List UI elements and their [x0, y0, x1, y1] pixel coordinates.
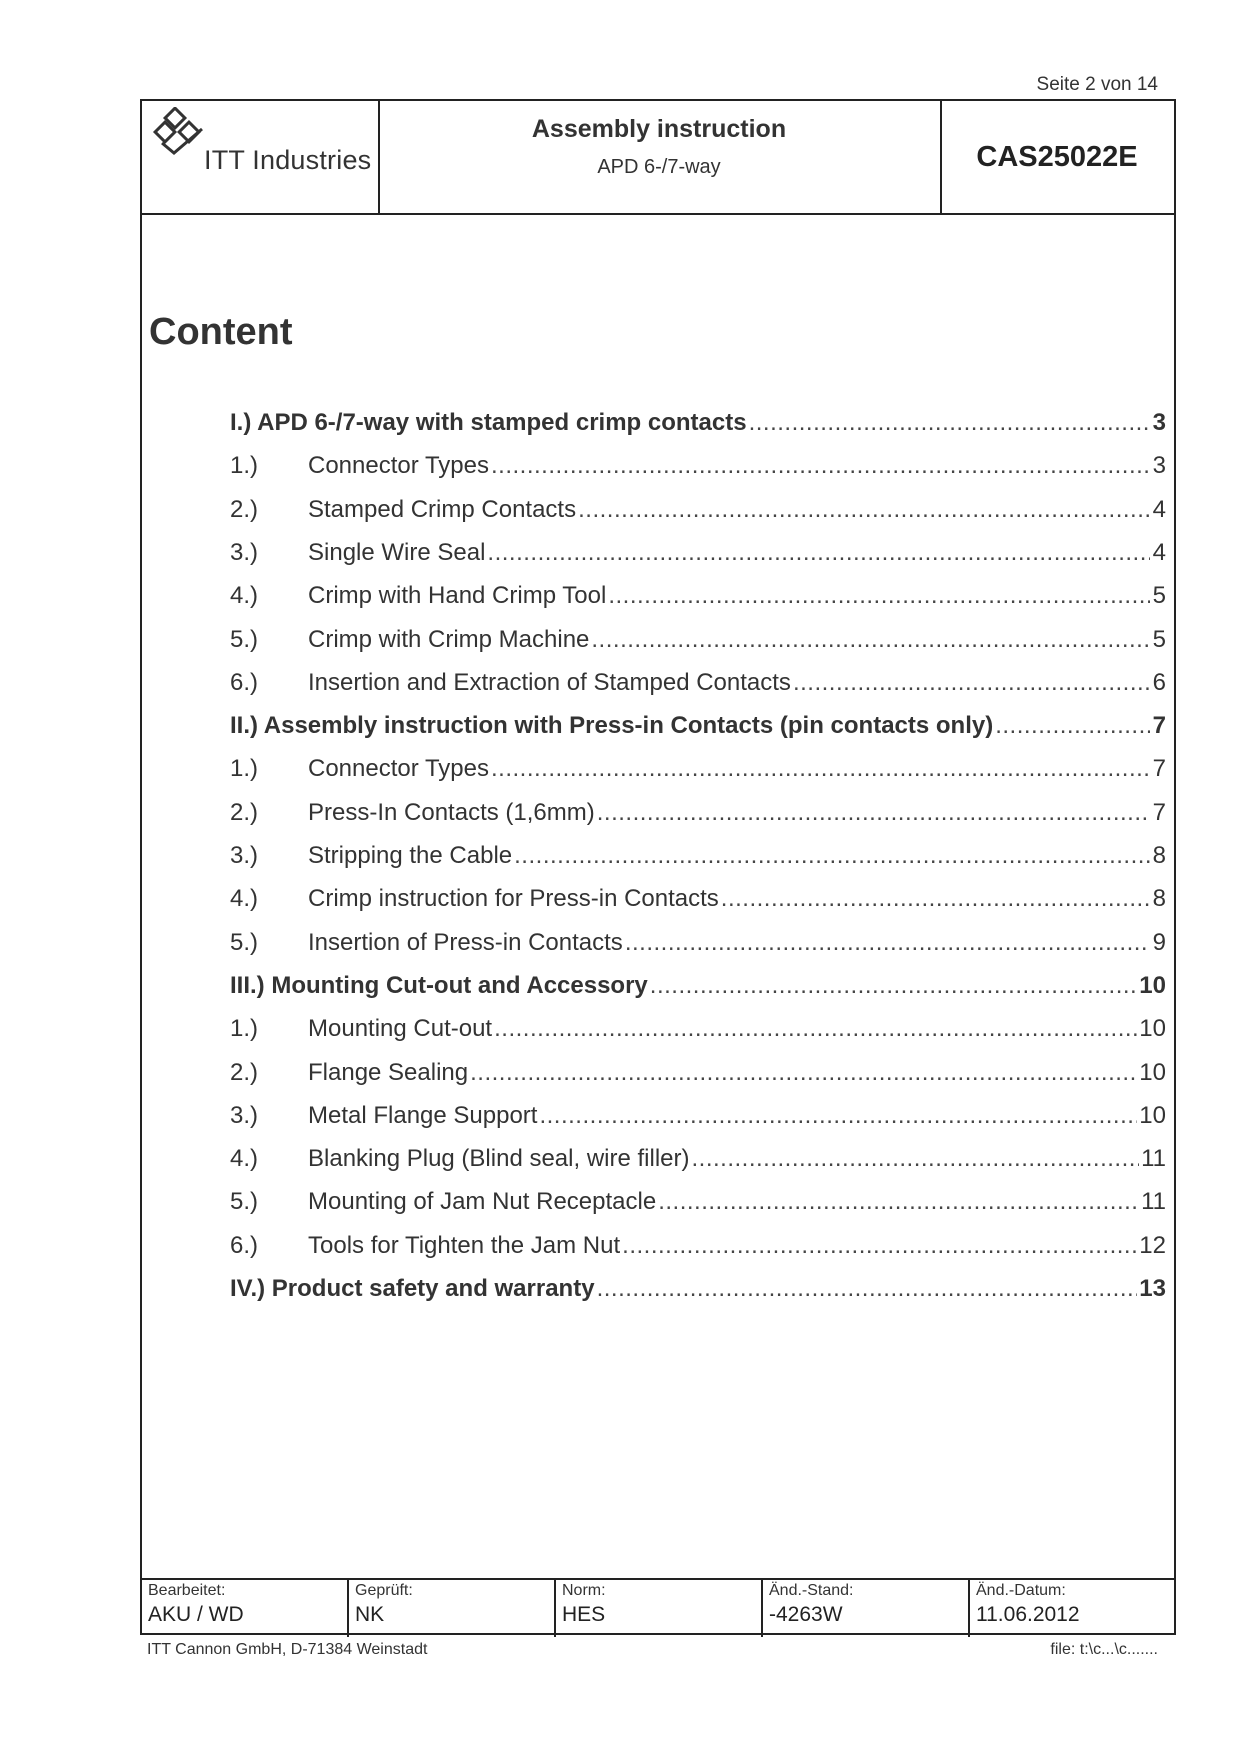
- document-code: CAS25022E: [976, 140, 1138, 173]
- toc-entry-title: III.) Mounting Cut-out and Accessory: [230, 971, 648, 999]
- toc-entry: [230, 1059, 1166, 1093]
- toc-entry-number: 2.): [230, 495, 259, 523]
- toc-entry-page: 11: [1141, 1188, 1166, 1216]
- footer-cell-checked: [349, 1580, 556, 1637]
- document-title: Assembly instruction: [531, 115, 787, 143]
- toc-entry-number: 2.): [230, 1058, 259, 1086]
- toc-entry-page: 10: [1139, 971, 1166, 999]
- toc-leader-dots: [470, 1059, 1137, 1087]
- toc-entry-title: Press-In Contacts (1,6mm): [308, 798, 595, 826]
- logo-cell: [142, 101, 380, 213]
- footer-value: 11.06.2012: [976, 1603, 1080, 1626]
- toc-entry-page: 13: [1139, 1275, 1166, 1302]
- toc-entry: [230, 452, 1166, 486]
- toc-leader-dots: [491, 452, 1150, 480]
- toc-entry-title: Mounting of Jam Nut Receptacle: [308, 1188, 657, 1216]
- toc-leader-dots: [650, 972, 1138, 1000]
- toc-leader-dots: [625, 929, 1150, 957]
- footer-label: Geprüft:: [355, 1582, 413, 1599]
- document-header: [142, 101, 1174, 215]
- toc-leader-dots: [608, 582, 1150, 610]
- footer-label: Norm:: [562, 1582, 606, 1599]
- toc-entry-number: 6.): [230, 1231, 259, 1259]
- toc-entry: [230, 1145, 1166, 1179]
- toc-entry: [230, 842, 1166, 876]
- company-logo-text: ITT Industries: [204, 145, 372, 175]
- toc-entry-number: 5.): [230, 928, 259, 956]
- toc-entry-page: 4: [1152, 538, 1166, 566]
- toc-entry: [230, 885, 1166, 919]
- toc-entry-page: 5: [1152, 625, 1166, 653]
- toc-entry-page: 7: [1152, 755, 1166, 783]
- title-cell: [378, 101, 942, 213]
- toc-entry-page: 12: [1139, 1231, 1166, 1259]
- toc-entry-title: I.) APD 6-/7-way with stamped crimp contacts: [230, 409, 747, 436]
- toc-entry-title: Crimp instruction for Press-in Contacts: [308, 885, 719, 913]
- toc-entry-page: 8: [1152, 885, 1166, 913]
- toc-section-entry: [230, 1275, 1166, 1309]
- toc-entry: [230, 1188, 1166, 1222]
- toc-entry: [230, 1232, 1166, 1266]
- toc-leader-dots: [793, 669, 1150, 697]
- toc-entry-page: 10: [1139, 1058, 1166, 1086]
- toc-leader-dots: [539, 1102, 1137, 1130]
- footer-cell-revision: [763, 1580, 970, 1637]
- toc-entry-title: Insertion and Extraction of Stamped Contacts: [308, 668, 791, 696]
- toc-entry: [230, 799, 1166, 833]
- toc-entry-number: 1.): [230, 1015, 259, 1043]
- toc-entry: [230, 1102, 1166, 1136]
- footer-value: HES: [562, 1603, 606, 1626]
- toc-entry-title: Connector Types: [308, 452, 489, 480]
- toc-entry-title: IV.) Product safety and warranty: [230, 1275, 595, 1302]
- toc-entry: [230, 626, 1166, 660]
- toc-leader-dots: [591, 626, 1150, 654]
- footer-label: Bearbeitet:: [148, 1582, 226, 1599]
- toc-entry-number: 4.): [230, 885, 259, 913]
- toc-leader-dots: [597, 799, 1150, 827]
- toc-leader-dots: [578, 496, 1150, 524]
- document-subtitle: APD 6-/7-way: [597, 156, 721, 178]
- footer-cell-norm: [556, 1580, 763, 1637]
- toc-entry: [230, 496, 1166, 530]
- toc-entry-number: 5.): [230, 1188, 259, 1216]
- toc-entry: [230, 539, 1166, 573]
- toc-entry-number: 1.): [230, 452, 259, 480]
- toc-entry-page: 10: [1139, 1101, 1166, 1129]
- toc-entry-page: 8: [1152, 842, 1166, 869]
- toc-entry-page: 5: [1152, 582, 1166, 610]
- toc-entry: [230, 929, 1166, 963]
- toc-leader-dots: [749, 409, 1150, 437]
- toc-leader-dots: [494, 1015, 1137, 1043]
- toc-entry-title: Stamped Crimp Contacts: [308, 495, 577, 523]
- footer-value: NK: [355, 1603, 385, 1626]
- itt-logo-icon: [152, 107, 210, 163]
- toc-entry-page: 7: [1152, 712, 1166, 740]
- toc-entry-page: 3: [1152, 409, 1166, 436]
- toc-entry-number: 3.): [230, 1101, 259, 1129]
- toc-entry-page: 6: [1152, 668, 1166, 696]
- footer-label: Änd.-Stand:: [769, 1582, 854, 1599]
- footer-cell-edited: [142, 1580, 349, 1637]
- toc-section-entry: [230, 409, 1166, 443]
- code-cell: [940, 101, 1174, 213]
- toc-entry-number: 4.): [230, 582, 259, 610]
- toc-entry-page: 11: [1141, 1145, 1166, 1173]
- toc-entry-page: 3: [1152, 452, 1166, 480]
- toc-entry: [230, 1015, 1166, 1049]
- toc-entry-title: Crimp with Crimp Machine: [308, 625, 590, 653]
- document-frame: [140, 99, 1176, 1635]
- toc-entry-number: 1.): [230, 755, 259, 783]
- toc-leader-dots: [597, 1275, 1138, 1303]
- toc-entry-number: 4.): [230, 1145, 259, 1173]
- toc-leader-dots: [721, 885, 1150, 913]
- toc-leader-dots: [658, 1188, 1139, 1216]
- toc-entry-page: 10: [1139, 1015, 1166, 1043]
- footer-table: [142, 1578, 1174, 1637]
- toc-entry-number: 6.): [230, 668, 259, 696]
- footer-value: -4263W: [769, 1603, 843, 1626]
- toc-leader-dots: [995, 712, 1150, 740]
- toc-leader-dots: [692, 1145, 1140, 1173]
- toc-entry-number: 3.): [230, 538, 259, 566]
- toc-leader-dots: [487, 539, 1150, 567]
- toc-entry-title: Tools for Tighten the Jam Nut: [308, 1231, 621, 1259]
- toc-leader-dots: [622, 1232, 1137, 1260]
- toc-entry-title: Single Wire Seal: [308, 538, 486, 566]
- toc-entry: [230, 669, 1166, 703]
- toc-entry-page: 9: [1152, 928, 1166, 956]
- toc-section-entry: [230, 712, 1166, 746]
- toc-entry-page: 4: [1152, 495, 1166, 523]
- toc-entry-number: 3.): [230, 842, 259, 869]
- toc-leader-dots: [514, 842, 1150, 870]
- company-address: ITT Cannon GmbH, D-71384 Weinstadt: [147, 1641, 428, 1658]
- content-heading: Content: [149, 311, 293, 353]
- toc-entry-title: II.) Assembly instruction with Press-in Contacts (pin contacts only): [230, 712, 994, 740]
- toc-leader-dots: [491, 755, 1150, 783]
- toc-entry-page: 7: [1152, 798, 1166, 826]
- toc-entry-number: 5.): [230, 625, 259, 653]
- toc-entry-title: Insertion of Press-in Contacts: [308, 928, 623, 956]
- toc-entry-title: Stripping the Cable: [308, 842, 513, 869]
- toc-entry-title: Crimp with Hand Crimp Tool: [308, 582, 607, 610]
- footer-cell-date: [970, 1580, 1174, 1637]
- toc-entry-title: Flange Sealing: [308, 1058, 469, 1086]
- footer-label: Änd.-Datum:: [976, 1582, 1066, 1599]
- toc-entry-title: Metal Flange Support: [308, 1101, 538, 1129]
- toc-entry-title: Mounting Cut-out: [308, 1015, 493, 1043]
- toc-entry-title: Blanking Plug (Blind seal, wire filler): [308, 1145, 690, 1173]
- footer-value: AKU / WD: [148, 1603, 244, 1626]
- page-number: Seite 2 von 14: [1036, 74, 1158, 95]
- file-path: file: t:\c...\c.......: [1050, 1641, 1158, 1658]
- toc-entry: [230, 582, 1166, 616]
- toc-entry-number: 2.): [230, 798, 259, 826]
- toc-entry-title: Connector Types: [308, 755, 489, 783]
- toc-section-entry: [230, 972, 1166, 1006]
- toc-entry: [230, 755, 1166, 789]
